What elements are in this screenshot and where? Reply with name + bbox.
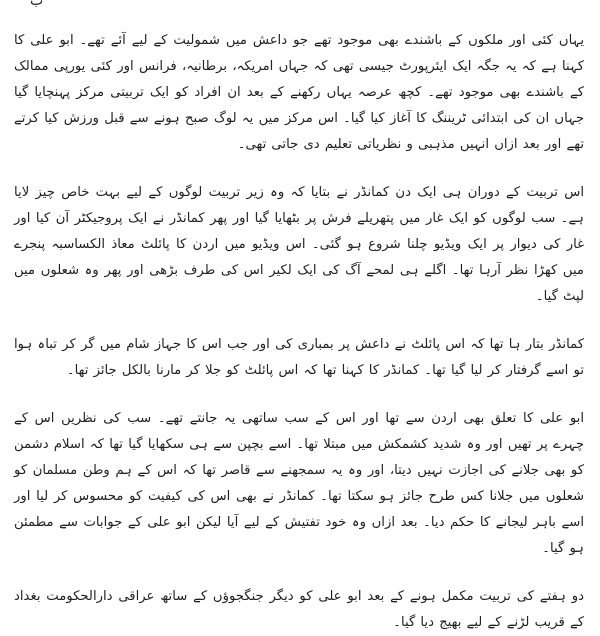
article-paragraph: یہاں کئی اور ملکوں کے باشندے بھی موجود تھے جو داعش میں شمولیت کے لیے آئے تھے۔ ابو علی کا کہنا ہے کہ یہ جگہ ایک ایئرپورٹ جیسی تھی کہ جہاں امریکہ، برطانیہ، فرانس اور کئی یورپی ممالک کے باشندے بھی موجود تھے۔ کچھ عرصہ یہاں رکھنے کے بعد ان افراد کو ایک تربیتی مرکز پہنچایا گیا جہاں ان کی ابتدائی ٹریننگ کا آغاز کیا گیا۔ اس مرکز میں یہ لوگ صبح ہونے سے قبل ورزش کیا کرتے تھے اور بعد ازاں انہیں مذہبی و نظریاتی تعلیم دی جاتی تھی۔ bbox=[14, 33, 584, 152]
article-paragraph: ابو علی کا تعلق بھی اردن سے تھا اور اس کے سب ساتھی یہ جانتے تھے۔ سب کی نظریں اس کے چہرے پر تھیں اور وہ شدید کشمکش میں مبتلا تھا۔ اسے بچپن سے ہی سکھایا گیا تھا کہ اسلام دشمن کو بھی جلانے کی اجازت نہیں دیتا، اور وہ یہ سمجھنے سے قاصر تھا کہ اس کے ہم وطن مسلمان کو شعلوں میں جلانا کس طرح جائز ہو سکتا تھا۔ کمانڈر نے بھی اس کی کیفیت کو محسوس کر لیا اور اسے باہر لیجانے کا حکم دیا۔ بعد ازاں وہ خود تفتیش کے لیے آیا لیکن ابو علی کے جوابات سے مطمئن ہو گیا۔ bbox=[14, 411, 584, 556]
article-paragraph: کمانڈر بتار ہا تھا کہ اس پائلٹ نے داعش پر بمباری کی اور جب اس کا جہاز شام میں گر کر تباہ ہوا تو اسے گرفتار کر لیا گیا تھا۔ کمانڈر کا کہنا تھا کہ اس پائلٹ کو جلا کر مارنا بالکل جائز تھا۔ bbox=[14, 337, 584, 378]
cut-off-text-fragment: ب bbox=[30, 0, 44, 9]
article-paragraph: اس تربیت کے دوران ہی ایک دن کمانڈر نے بتایا کہ وہ زیر تربیت لوگوں کے لیے بہت خاص چیز لایا ہے۔ سب لوگوں کو ایک غار میں پتھریلے فرش پر بٹھایا گیا اور پھر کمانڈر نے ایک پروجیکٹر آن کیا اور غار کی دیوار پر ایک ویڈیو چلنا شروع ہو گئی۔ اس ویڈیو میں اردن کا پائلٹ معاذ الکساسبہ پنجرے میں کھڑا نظر آرہا تھا۔ اگلے ہی لمحے آگ کی ایک لکیر اس کی طرف بڑھی اور پھر وہ شعلوں میں لپٹ گیا۔ bbox=[14, 185, 584, 304]
article-paragraph: دو ہفتے کی تربیت مکمل ہونے کے بعد ابو علی کو دیگر جنگجوؤں کے ساتھ عراقی دارالحکومت بغداد کے قریب لڑنے کے لیے بھیج دیا گیا۔ bbox=[14, 589, 584, 630]
